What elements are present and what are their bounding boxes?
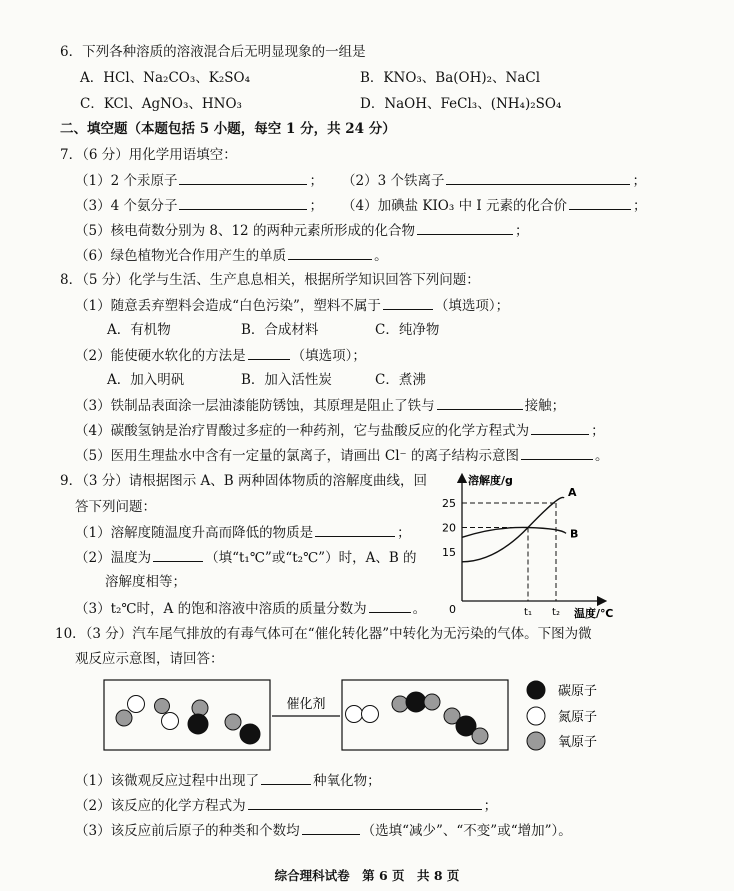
q6-option-d: D．NaOH、FeCl₃、(NH₄)₂SO₄ (360, 96, 562, 112)
punct: ； (632, 173, 646, 189)
q7-part3 (75, 197, 323, 214)
answer-blank (369, 600, 411, 613)
reaction-diagram (100, 672, 640, 762)
q9-part2-cont: 溶解度相等； (105, 574, 186, 590)
q7-part1 (75, 172, 323, 189)
answer-blank (179, 172, 307, 185)
series-A-curve (462, 497, 564, 561)
q10-part1-text: （1）该微观反应过程中出现了 (75, 773, 260, 789)
solubility-chart (430, 468, 630, 620)
punct: 。 (374, 248, 388, 264)
q10-stem-line1: 10．（3 分）汽车尾气排放的有毒气体可在“催化转化器”中转化为无污染的气体。下图为微 (55, 626, 592, 642)
q6-option-c: C．KCl、AgNO₃、HNO₃ (80, 96, 242, 112)
q8-part3-tail: 接触； (524, 398, 566, 414)
answer-blank (153, 549, 203, 562)
q9-part1-text: （1）溶解度随温度升高而降低的物质是 (75, 525, 314, 541)
carbon-atom (406, 692, 426, 712)
oxygen-atom (116, 710, 132, 726)
q8-part2-text: （2）能使硬水软化的方法是 (75, 348, 246, 364)
y-tick-label: 20 (442, 521, 456, 535)
q8-part1-text: （1）随意丢弃塑料会造成“白色污染”，塑料不属于 (75, 298, 381, 314)
punct: ； (514, 223, 529, 239)
q9-part1 (75, 524, 411, 541)
punct: ； (632, 198, 647, 214)
q10-stem-line2: 观反应示意图，请回答： (75, 651, 224, 667)
q8-part3-text: （3）铁制品表面涂一层油漆能防锈蚀，其原理是阻止了铁与 (75, 398, 435, 414)
punct: ； (309, 198, 323, 214)
q7-part2-text: （2）3 个铁离子 (342, 173, 445, 189)
q8-p1-option-a: A．有机物 (107, 322, 171, 338)
punct: 。 (412, 601, 427, 617)
x-axis-label: 温度/℃ (574, 607, 614, 620)
q7-part5-text: （5）核电荷数分别为 8、12 的两种元素所形成的化合物 (75, 223, 415, 239)
answer-blank (261, 772, 311, 785)
q8-part5-text: （5）医用生理盐水中含有一定量的氯离子，请画出 Cl⁻ 的离子结构示意图 (75, 448, 519, 464)
q8-stem: 8．（5 分）化学与生活、生产息息相关，根据所学知识回答下列问题： (60, 272, 480, 288)
nitrogen-atom (162, 713, 179, 730)
q9-part3-text: （3）t₂℃时，A 的饱和溶液中溶质的质量分数为 (75, 601, 367, 617)
q10-part1-tail: 种氧化物； (313, 773, 381, 789)
q6-stem: 6．下列各种溶质的溶液混合后无明显现象的一组是 (60, 44, 366, 60)
q9-part2 (75, 549, 417, 566)
carbon-atom (240, 724, 260, 744)
nitrogen-atom (128, 696, 145, 713)
q10-part3-tail: （选填“减少”、“不变”或“增加”）。 (361, 823, 572, 839)
answer-blank (179, 197, 307, 210)
q8-p2-option-b: B．加入活性炭 (241, 372, 332, 388)
oxygen-atom (424, 694, 440, 710)
nitrogen-atom (346, 706, 363, 723)
answer-blank (288, 247, 372, 260)
page-footer: 综合理科试卷 第 6 页 共 8 页 (274, 868, 460, 883)
q8-part4 (75, 422, 605, 439)
series-A-label: A (568, 486, 577, 499)
q8-part3 (75, 397, 565, 414)
carbon-atom (188, 714, 208, 734)
q9-part3 (75, 600, 426, 617)
punct: 。 (594, 448, 609, 464)
q8-part1 (75, 297, 509, 314)
q8-p1-option-b: B．合成材料 (241, 322, 319, 338)
punct: ； (591, 423, 605, 439)
y-tick-label: 15 (442, 546, 456, 559)
legend-oxygen-label: 氧原子 (558, 735, 598, 750)
series-B-label: B (570, 527, 579, 541)
catalyst-label: 催化剂 (286, 697, 326, 712)
q9-stem-line1: 9．（3 分）请根据图示 A、B 两种固体物质的溶解度曲线，回 (60, 473, 427, 489)
punct: ； (309, 173, 323, 189)
series-B-curve (462, 527, 566, 537)
q7-stem: 7．（6 分）用化学用语填空： (60, 147, 237, 163)
x-tick-label: t₂ (552, 607, 560, 618)
q6-option-a: A．HCl、Na₂CO₃、K₂SO₄ (80, 70, 250, 86)
y-axis-label: 溶解度/g (468, 474, 513, 487)
q10-part1 (75, 772, 381, 789)
q8-part4-text: （4）碳酸氢钠是治疗胃酸过多症的一种药剂，它与盐酸反应的化学方程式为 (75, 423, 530, 439)
answer-blank (417, 222, 513, 235)
answer-blank (315, 524, 395, 537)
q10-part3-text: （3）该反应前后原子的种类和个数均 (75, 823, 300, 839)
oxygen-atom (192, 700, 208, 716)
answer-blank (248, 347, 290, 360)
q8-part5 (75, 447, 608, 464)
legend-carbon-label: 碳原子 (558, 684, 598, 699)
q7-part6-text: （6）绿色植物光合作用产生的单质 (75, 248, 287, 264)
q8-part1-tail: （填选项）； (434, 298, 510, 314)
q8-p2-option-a: A．加入明矾 (107, 372, 185, 388)
q10-part3 (75, 822, 572, 839)
q9-stem-line2: 答下列问题： (75, 499, 156, 515)
oxygen-atom (472, 728, 488, 744)
answer-blank (302, 822, 360, 835)
q8-part2-tail: （填选项）； (291, 348, 366, 364)
legend-nitrogen-swatch (527, 707, 545, 725)
legend-nitrogen-label: 氮原子 (558, 710, 598, 725)
q7-part3-text: （3）4 个氨分子 (75, 198, 178, 214)
answer-blank (521, 447, 593, 460)
answer-blank (569, 197, 631, 210)
q7-part4 (342, 197, 646, 214)
legend-carbon-swatch (527, 681, 545, 699)
answer-blank (248, 797, 482, 810)
q10-part2-text: （2）该反应的化学方程式为 (75, 798, 246, 814)
q9-part2-text: （2）温度为 (75, 550, 152, 566)
q9-part2-tail: （填“t₁℃”或“t₂℃”）时，A、B 的 (205, 550, 417, 566)
legend-oxygen-swatch (527, 732, 545, 750)
answer-blank (383, 297, 433, 310)
section-heading: 二、填空题（本题包括 5 小题，每空 1 分，共 24 分） (60, 121, 396, 137)
oxygen-atom (225, 714, 241, 730)
nitrogen-atom (362, 706, 379, 723)
q7-part6 (75, 247, 388, 264)
answer-blank (446, 172, 630, 185)
q8-part2 (75, 347, 366, 364)
answer-blank (531, 422, 589, 435)
oxygen-atom (155, 699, 170, 714)
origin-label: 0 (449, 603, 456, 616)
oxygen-atom (392, 696, 408, 712)
punct: ； (397, 525, 411, 541)
answer-blank (437, 397, 523, 410)
q7-part5 (75, 222, 528, 239)
q10-part2 (75, 797, 497, 814)
y-tick-label: 25 (442, 497, 456, 510)
q7-part2 (342, 172, 646, 189)
q7-part4-text: （4）加碘盐 KIO₃ 中 I 元素的化合价 (342, 198, 567, 214)
q8-p2-option-c: C．煮沸 (375, 372, 426, 388)
punct: ； (483, 798, 498, 814)
x-tick-label: t₁ (524, 607, 532, 618)
q7-part1-text: （1）2 个汞原子 (75, 173, 178, 189)
q8-p1-option-c: C．纯净物 (375, 322, 440, 338)
q6-option-b: B．KNO₃、Ba(OH)₂、NaCl (360, 70, 541, 86)
